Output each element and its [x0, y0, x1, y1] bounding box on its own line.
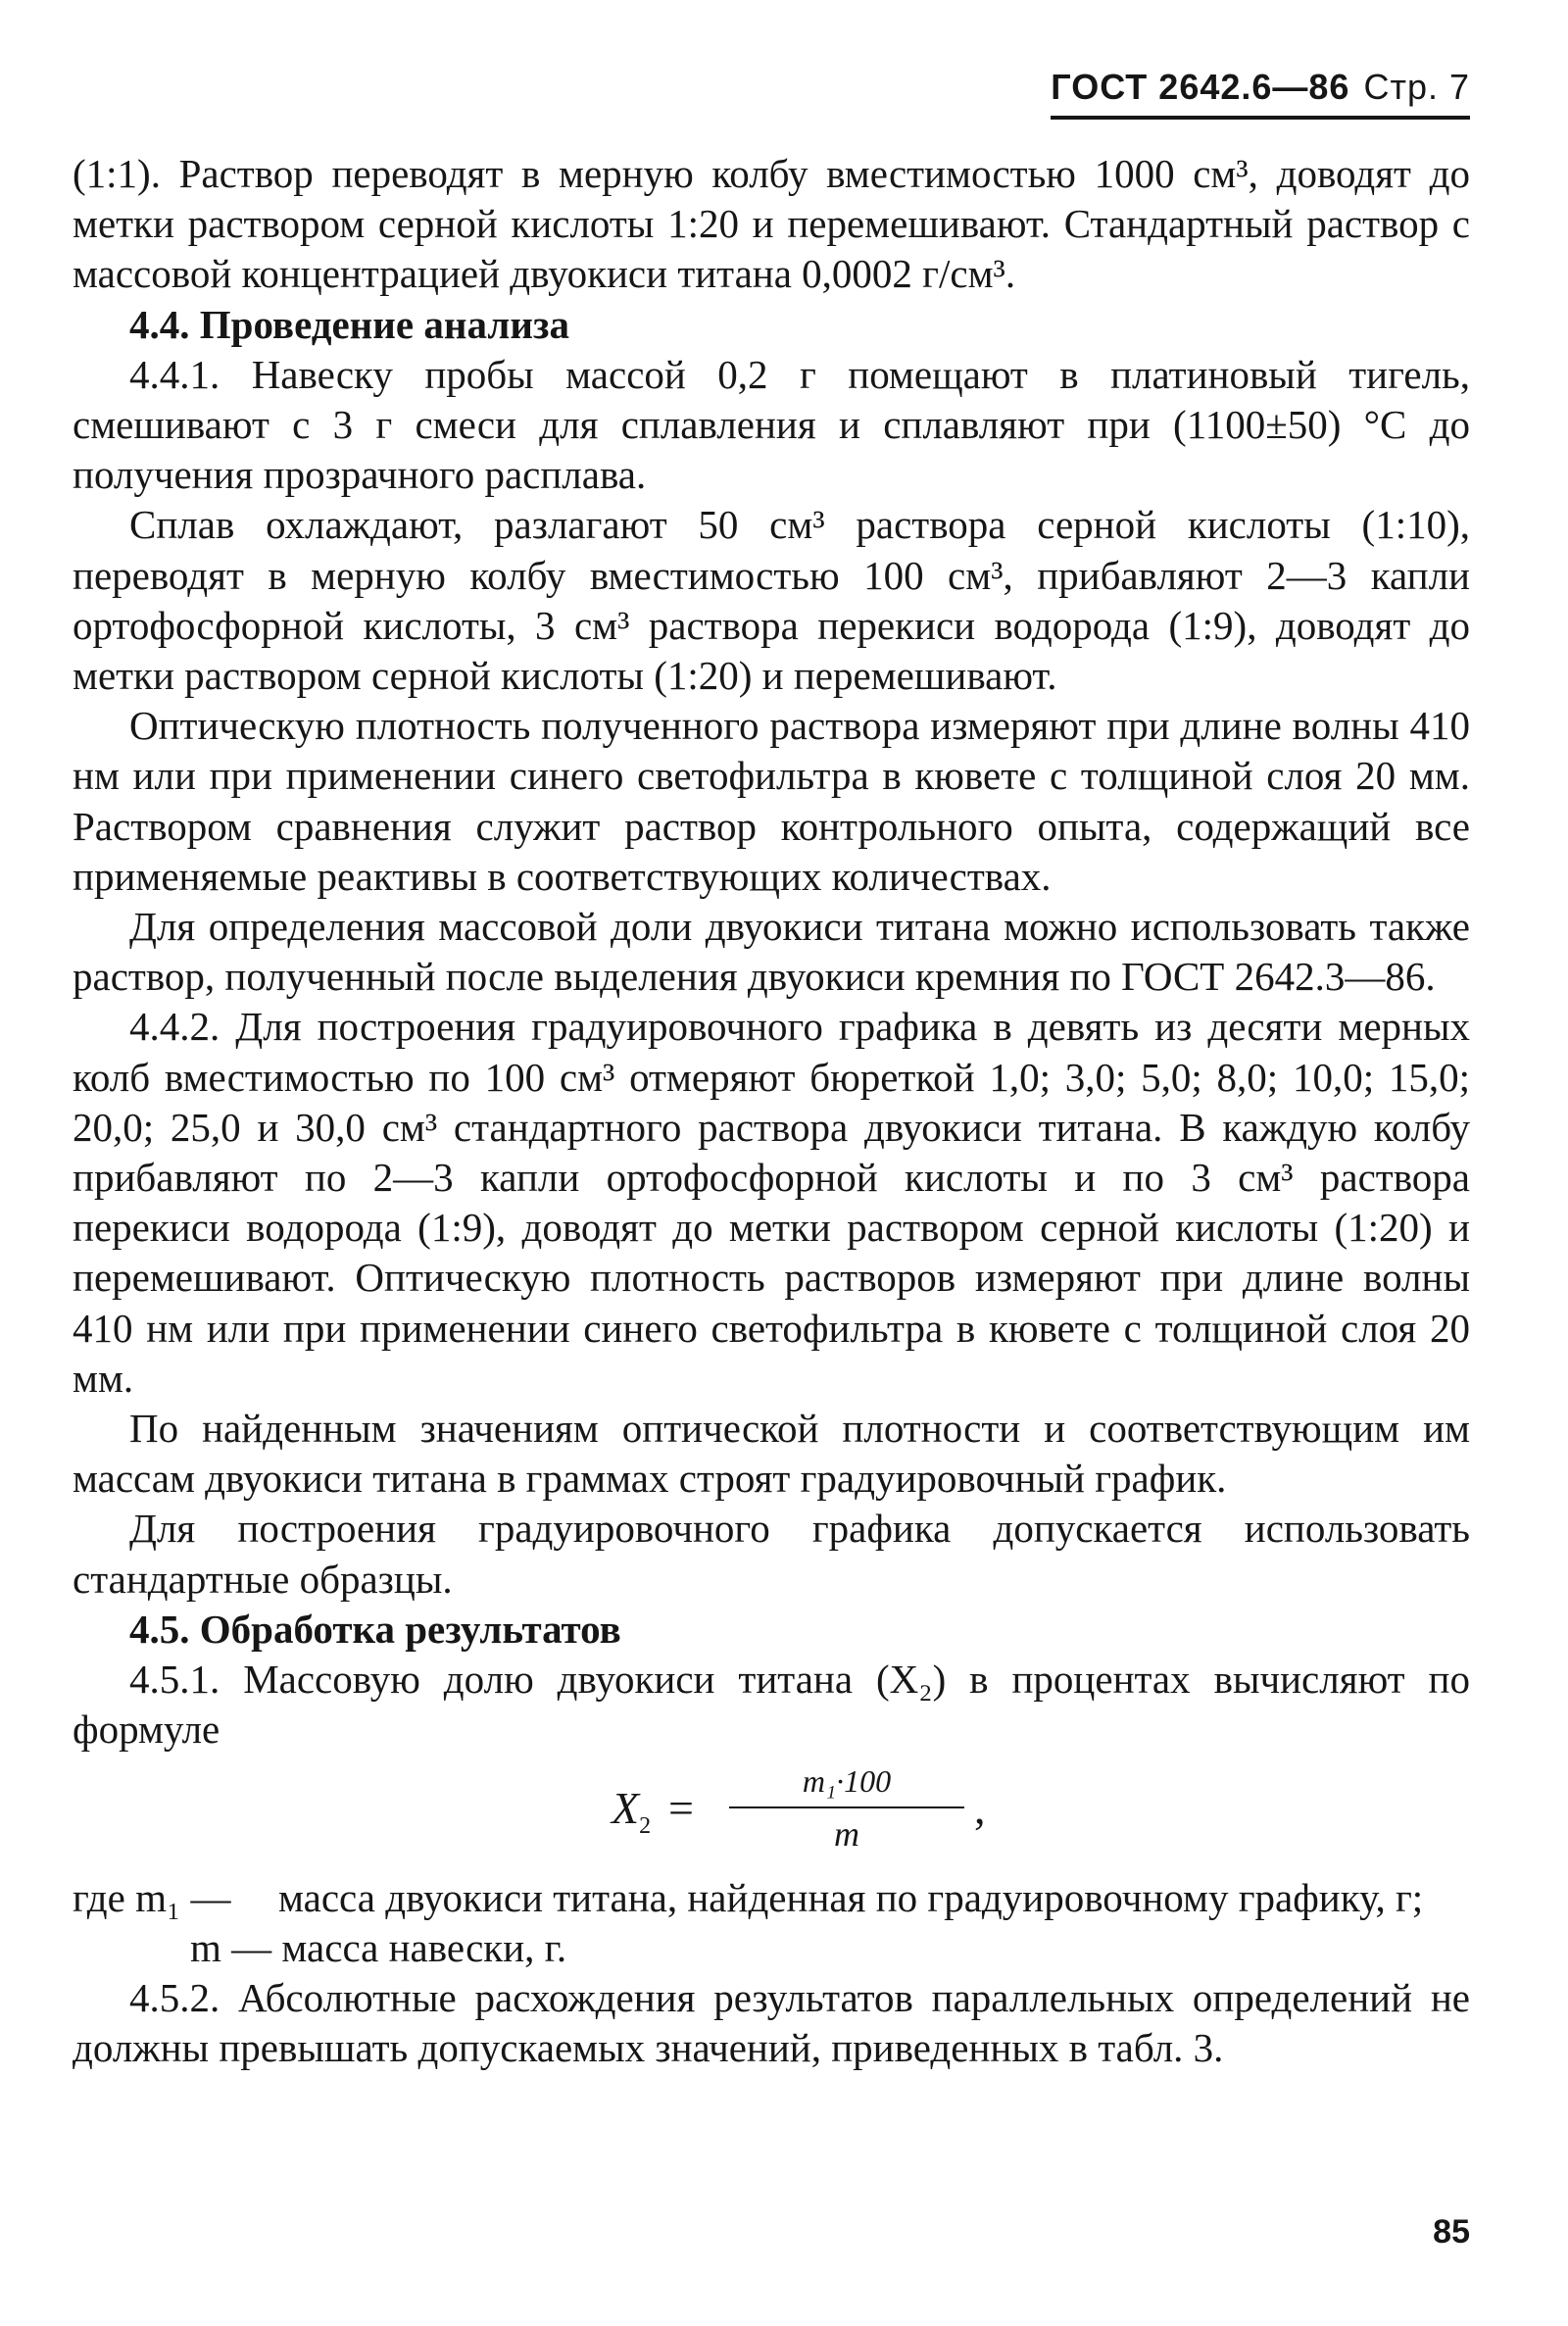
section-heading-4-5: 4.5. Обработка результатов [129, 1606, 621, 1652]
paragraph-continuation: (1:1). Раствор переводят в мерную колбу вместимостью 1000 см³, доводят до метки раствором серной кислоты 1:20 и перемешивают. Стандартный раствор с массовой концентрацией двуокиси титана 0,0002 г/см³. [73, 151, 1470, 297]
page-label: Стр. 7 [1363, 67, 1470, 107]
formula-denominator: m [834, 1813, 859, 1854]
formula-fraction [729, 1761, 964, 1854]
section-heading-4-4: 4.4. Проведение анализа [129, 301, 569, 347]
formula-lhs: $X_2$ [612, 1782, 652, 1839]
formula-comma: , [974, 1782, 986, 1833]
running-header [1051, 67, 1470, 120]
definition-m1: масса двуокиси титана, найденная по градуировочному графику, г; [278, 1874, 1424, 1920]
paragraph-optical-density: Оптическую плотность полученного раствора измеряют при длине волны 410 нм или при применении синего светофильтра в кювете с толщиной слоя 20 мм. Раствором сравнения служит раствор контрольного опыта, содержащий все применяемые реактивы в соответствующих количествах. [73, 703, 1470, 899]
page-body [73, 149, 1470, 2073]
paragraph-4-4-2: 4.4.2. Для построения градуировочного графика в девять из десяти мерных колб вместимостью по 100 см³ отмеряют бюреткой 1,0; 3,0; 5,0; 8,0; 10,0; 15,0; 20,0; 25,0 и 30,0 см³ стандартного раствора двуокиси титана. В каждую колбу прибавляют по 2—3 капли ортофосфорной кислоты и по 3 см³ раствора перекиси водорода (1:9), доводят до метки раствором серной кислоты (1:20) и перемешивают. Оптическую плотность растворов измеряют при длине волны 410 нм или при применении синего светофильтра в кювете с толщиной слоя 20 мм. [73, 1004, 1470, 1401]
page-number: 85 [1433, 2213, 1470, 2251]
fraction-bar [729, 1806, 964, 1808]
paragraph-melt-treatment: Сплав охлаждают, разлагают 50 см³ раствора серной кислоты (1:10), переводят в мерную колбу вместимостью 100 см³, прибавляют 2—3 капли ортофосфорной кислоты, 3 см³ раствора перекиси водорода (1:9), доводят до метки раствором серной кислоты (1:20) и перемешивают. [73, 502, 1470, 699]
formula-x2 [73, 1761, 1470, 1871]
formula-definitions [73, 1873, 1470, 1923]
formula-numerator: m₁·100 [802, 1762, 892, 1799]
paragraph-alternative-solution: Для определения массовой доли двуокиси титана можно использовать также раствор, полученный после выделения двуокиси кремния по ГОСТ 2642.3—86. [73, 904, 1470, 1000]
paragraph-calibration-graph: По найденным значениям оптической плотности и соответствующим им массам двуокиси титана в граммах строят градуировочный график. [73, 1406, 1470, 1502]
paragraph-4-5-2: 4.5.2. Абсолютные расхождения результатов параллельных определений не должны превышать допускаемых значений, приведенных в табл. 3. [73, 1974, 1470, 2071]
paragraph-4-4-1: 4.4.1. Навеску пробы массой 0,2 г помещают в платиновый тигель, смешивают с 3 г смеси для сплавления и сплавляют при (1100±50) °С до получения прозрачного расплава. [73, 351, 1470, 498]
paragraph-standard-samples: Для построения градуировочного графика допускается использовать стандартные образцы. [73, 1506, 1470, 1602]
standard-number: ГОСТ 2642.6—86 [1051, 67, 1350, 107]
definition-m: m — масса навески, г. [190, 1924, 567, 1970]
paragraph-4-5-1: 4.5.1. Массовую долю двуокиси титана (X₂) в процентах вычисляют по формуле [73, 1657, 1470, 1753]
definition-intro: где m₁ — [73, 1874, 231, 1920]
formula-equals: = [668, 1782, 694, 1833]
